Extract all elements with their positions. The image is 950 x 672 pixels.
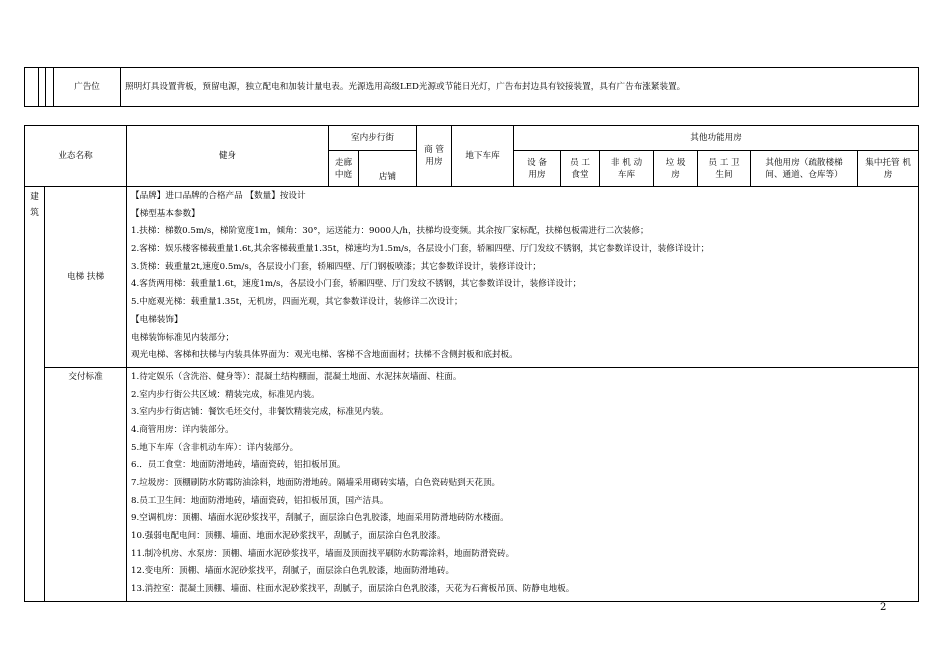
delivery-line: 7.垃圾房：顶棚刷防水防霉防油涂料，地面防滑地砖。隔墙采用砌砖实墙，白色瓷砖贴到天花顶。	[131, 478, 501, 488]
section-label-char: 筑	[30, 208, 39, 218]
header-nonmotor-line1: 非 机 动	[610, 157, 643, 168]
delivery-line: 6.．员工食堂：地面防滑地砖，墙面瓷砖，铝扣板吊顶。	[131, 460, 346, 471]
header-business-name: 业态名称	[25, 126, 127, 187]
elevator-line: 观光电梯、客梯和扶梯与内装具体界面为：观光电梯、客梯不含地面面材；扶梯不含侧封板和底封板。	[131, 350, 518, 361]
header-other-use-line2: 间、通道、仓库等）	[765, 169, 843, 180]
delivery-line: 10.强弱电配电间：顶棚、墙面、地面水泥砂浆找平，刮腻子，面层涂白色乳胶漆。	[131, 531, 446, 542]
section-label-building	[25, 187, 45, 602]
advertising-table	[24, 67, 919, 107]
delivery-line: 11.制冷机房、水泵房：顶棚、墙面水泥砂浆找平，墙面及顶面找平刷防水防霉涂料，地面防滑瓷砖。	[131, 548, 515, 559]
delivery-standard-label: 交付标准	[45, 367, 127, 601]
header-corridor-line1: 走廊	[334, 157, 353, 168]
section-label-char: 建	[30, 192, 39, 202]
empty-cell	[46, 68, 54, 107]
header-indoor-street: 室内步行街	[329, 126, 417, 151]
elevator-line: 1.扶梯：梯数0.5m/s，梯阶宽度1m，倾角：30°，运送能力：9000人/h，扶梯均设变频。其余按厂家标配，扶梯包板需进行二次装修；	[131, 226, 649, 237]
elevator-line: 【品牌】进口品牌的合格产品 【数量】按设计	[131, 191, 306, 201]
delivery-line: 9.空调机房：顶棚、墙面水泥砂浆找平，刮腻子，面层涂白色乳胶漆，地面采用防滑地砖防水楼面。	[131, 513, 509, 524]
elevator-line: 3.货梯：载重量2t,速度0.5m/s，各层设小门套，轿厢四壁、厅门钢板喷漆；其它参数详设计，装修详设计；	[131, 261, 541, 272]
page-number: 2	[880, 602, 887, 613]
header-central-control-line2: 房	[883, 169, 893, 180]
header-staff-toilet	[698, 151, 751, 187]
delivery-line: 8.员工卫生间：地面防滑地砖，墙面瓷砖，铝扣板吊顶，国产洁具。	[131, 495, 389, 506]
header-central-control	[858, 151, 919, 187]
header-corridor-line2: 中庭	[334, 169, 353, 180]
header-basement-garage: 地下车库	[452, 126, 514, 187]
advertising-label: 广告位	[54, 68, 121, 107]
header-commercial-line2: 用房	[425, 157, 443, 167]
delivery-line: 1.待定娱乐（含洗浴、健身等）：混凝土结构棚面，混凝土地面、水泥抹灰墙面、柱面。	[131, 371, 462, 382]
header-staff-toilet-line1: 员 工 卫	[708, 157, 740, 168]
delivery-line: 13.消控室：混凝土顶棚、墙面、柱面水泥砂浆找平，刮腻子，面层涂白色乳胶漆，天花为石膏板吊顶、防静电地板。	[131, 584, 575, 595]
header-commercial-office	[417, 126, 452, 187]
header-nonmotor-garage	[600, 151, 654, 187]
header-staff-canteen-line2: 食堂	[571, 169, 589, 180]
elevator-line: 2.客梯：娱乐楼客梯载重量1.6t,其余客梯载重量1.35t，梯速均为1.5m/s，各层设小门套，轿厢四壁、厅门发纹不锈钢，其它参数详设计，装修详设计；	[131, 244, 710, 255]
elevator-line: 【梯型基本参数】	[131, 208, 200, 219]
empty-cell	[39, 68, 46, 107]
elevator-label: 电梯 扶梯	[45, 187, 127, 368]
header-staff-canteen-line1: 员 工	[570, 157, 590, 168]
business-format-table	[24, 125, 919, 602]
delivery-line: 4.商管用房：详内装部分。	[131, 424, 234, 435]
header-staff-canteen	[561, 151, 600, 187]
elevator-line: 5.中庭观光梯：载重量1.35t，无机房，四面光观，其它参数详设计，装修详二次设计；	[131, 297, 463, 308]
elevator-line: 4.客货两用梯：载重量1.6t，速度1m/s，各层设小门套，轿厢四壁、厅门发纹不锈钢，其它参数详设计，装修详设计；	[131, 279, 582, 290]
header-other-use	[751, 151, 858, 187]
header-commercial-line1: 商 管	[424, 145, 444, 155]
header-other-rooms: 其他功能用房	[514, 126, 919, 151]
header-equipment-line2: 用房	[528, 169, 546, 180]
header-corridor	[329, 151, 359, 187]
advertising-text: 照明灯具设置背板，预留电源，独立配电和加装计量电表。光源选用高级LED光源或节能日光灯，广告布封边具有铰接装置，具有广告布涨紧装置。	[121, 68, 919, 107]
delivery-line: 5.地下车库（含非机动车库）：详内装部分。	[131, 442, 299, 453]
header-nonmotor-line2: 车库	[617, 169, 636, 180]
header-staff-toilet-line2: 生间	[715, 169, 733, 180]
header-equipment-line1: 设 备	[527, 157, 547, 168]
delivery-line: 3.室内步行街店铺：餐饮毛坯交付，非餐饮精装完成，标准见内装。	[131, 407, 389, 418]
header-shops: 店铺	[359, 151, 417, 187]
delivery-line: 2.室内步行街公共区域：精装完成，标准见内装。	[131, 389, 320, 400]
delivery-standard-content	[127, 367, 919, 601]
header-other-use-line1: 其他用房（疏散楼梯	[765, 157, 843, 168]
elevator-content	[127, 187, 919, 368]
elevator-line: 【电梯装饰】	[131, 314, 183, 325]
header-equipment	[514, 151, 561, 187]
elevator-line: 电梯装饰标准见内装部分；	[131, 332, 235, 343]
header-garbage-line2: 房	[671, 169, 680, 180]
header-garbage-room	[654, 151, 698, 187]
header-fitness: 健身	[127, 126, 329, 187]
empty-cell	[25, 68, 39, 107]
header-garbage-line1: 垃 圾	[665, 157, 686, 168]
delivery-line: 12.变电所：顶棚、墙面水泥砂浆找平，刮腻子，面层涂白色乳胶漆，地面防滑地砖。	[131, 566, 455, 577]
header-central-control-line1: 集中托管 机	[865, 157, 911, 168]
